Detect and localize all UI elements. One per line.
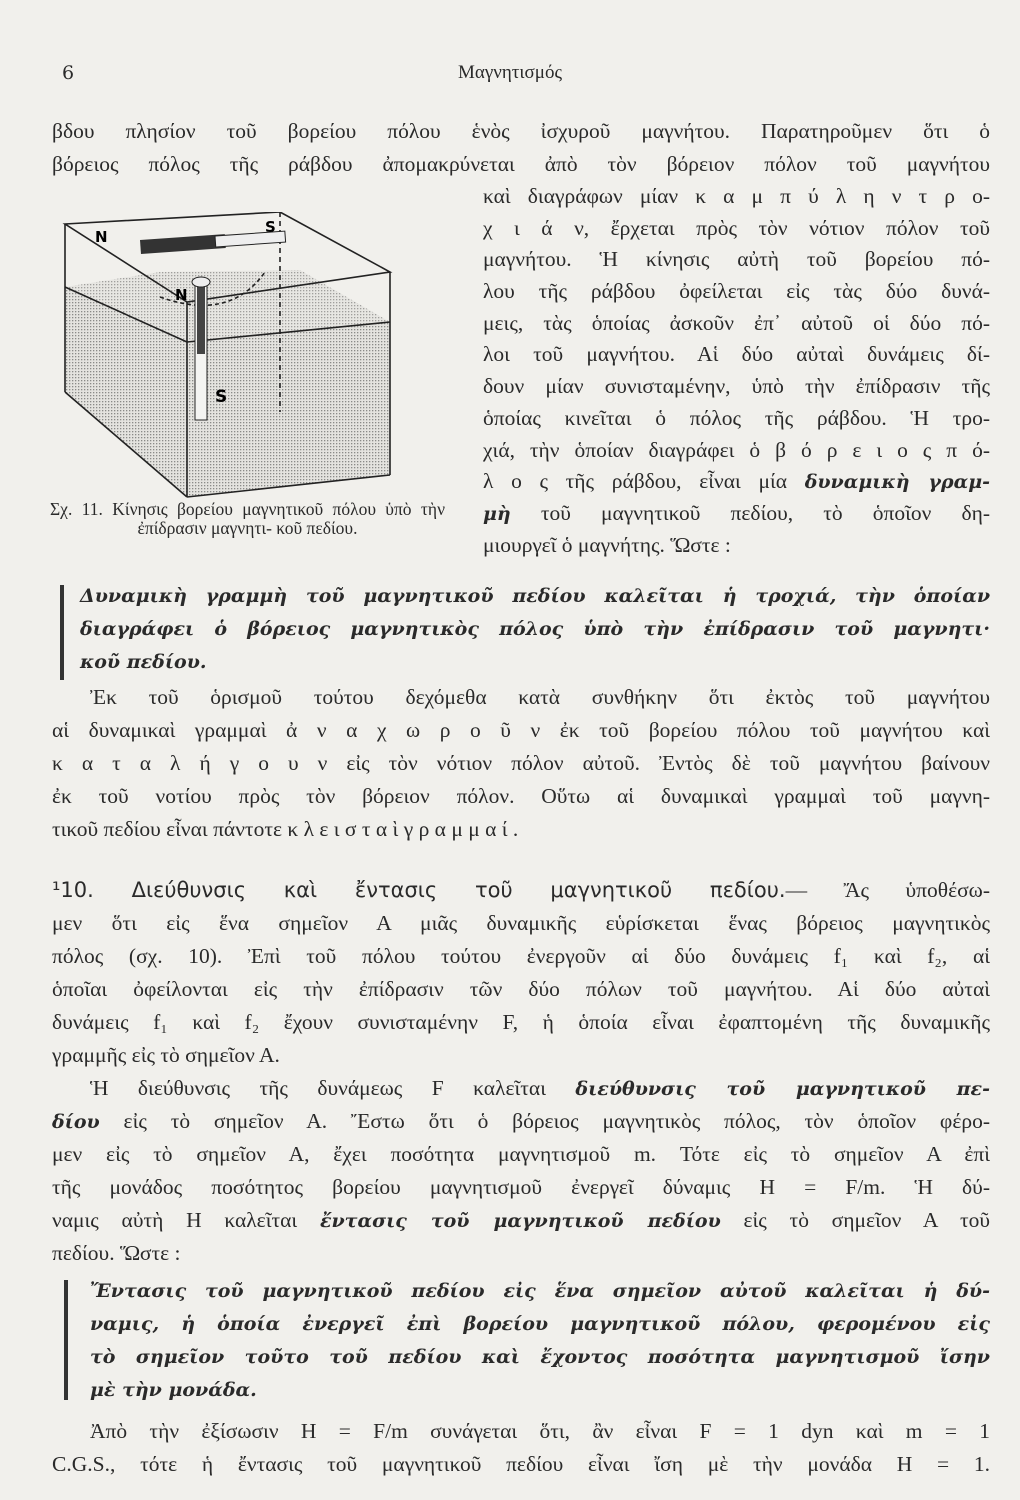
emphasis-text: διεύθυνσις τοῦ μαγνητικοῦ πε- (575, 1078, 990, 1100)
text-segment: εἰς τὸ σημεῖον Α τοῦ (720, 1208, 990, 1232)
text-line (483, 276, 990, 308)
text-line (52, 1415, 990, 1448)
text-line (52, 874, 990, 907)
text-line (483, 435, 990, 467)
running-title: Μαγνητισμός (458, 62, 562, 83)
text-line (483, 466, 990, 498)
text-segment: Ἐκ τοῦ ὁρισμοῦ τούτου δεχόμεθα κατὰ συνθήκην ὅτι ἐκτὸς τοῦ μαγνήτου (90, 685, 990, 709)
text-segment: ναμις αὐτὴ Η καλεῖται (52, 1208, 320, 1232)
text-segment: βόρειος πόλος τῆς ράβδου ἀπομακρύνεται ἀπὸ τὸν βόρειον πόλον τοῦ μαγνήτου (52, 152, 990, 176)
definition-field-intensity (90, 1274, 990, 1406)
text-segment: μεις, τὰς ὁποίας ἀσκοῦν ἐπ᾽ αὐτοῦ οἱ δύο πό- (483, 310, 990, 335)
rod-north-label: N (175, 286, 188, 304)
text-line (52, 1072, 990, 1105)
rod-south-label: S (215, 387, 228, 407)
paragraph-field-lines (52, 681, 990, 846)
text-line (80, 612, 990, 645)
text-line (483, 530, 990, 562)
definition-bar (64, 1280, 68, 1400)
emphasis-text: κοῦ πεδίου. (80, 651, 207, 673)
text-line (52, 1006, 990, 1039)
text-line (483, 339, 990, 371)
text-line (52, 1237, 990, 1270)
text-segment: μιουργεῖ ὁ μαγνήτης. Ὥστε : (483, 532, 731, 557)
emphasis-text: δίου (52, 1111, 100, 1133)
text-segment: χ ι ά ν, ἔρχεται πρὸς τὸν νότιον πόλον τοῦ (483, 215, 990, 240)
text-segment: βδου πλησίον τοῦ βορείου πόλου ἑνὸς ἰσχυροῦ μαγνήτου. Παρατηροῦμεν ὅτι ὁ (52, 119, 990, 143)
text-segment: τικοῦ πεδίου εἶναι πάντοτε κ λ ε ι σ τ α ὶ γ ρ α μ μ α ί . (52, 817, 519, 841)
section-heading: ¹10. Διεύθυνσις καὶ ἔντασις τοῦ μαγνητικοῦ πεδίου. (52, 878, 786, 902)
text-line (52, 115, 990, 148)
text-line (52, 973, 990, 1006)
text-segment: αἱ δυναμικαὶ γραμμαὶ ἀ ν α χ ω ρ ο ῦ ν ἐκ τοῦ βορείου πόλου τοῦ μαγνήτου καὶ (52, 718, 990, 742)
definition-bar (60, 585, 64, 680)
emphasis-text: Δυναμικὴ γραμμὴ τοῦ μαγνητικοῦ πεδίου καλεῖται ἡ τροχιά, τὴν ὁποίαν (80, 585, 990, 607)
text-line (52, 714, 990, 747)
emphasis-text: τὸ σημεῖον τοῦτο τοῦ πεδίου καὶ ἔχοντος ποσότητα μαγνητισμοῦ ἴσην (90, 1346, 990, 1368)
text-segment: μαγνήτου. Ἡ κίνησις αὐτὴ τοῦ βορείου πό- (483, 247, 990, 272)
emphasis-text: ναμις, ἡ ὁποία ἐνεργεῖ ἐπὶ βορείου μαγνητικοῦ πόλου, φερομένου εἰς (90, 1313, 990, 1335)
text-segment: ἐκ τοῦ νοτίου πρὸς τὸν βόρειον πόλον. Οὕτω αἱ δυναμικαὶ γραμμαὶ τοῦ μαγνη- (52, 784, 990, 808)
text-line (52, 907, 990, 940)
text-line (52, 813, 990, 846)
emphasis-text: διαγράφει ὁ βόρειος μαγνητικὸς πόλος ὑπὸ τὴν ἐπίδρασιν τοῦ μαγνητι· (80, 618, 990, 640)
text-segment: χιά, τὴν ὁποίαν διαγράφει ὁ β ό ρ ε ι ο ς π ό- (483, 437, 990, 462)
text-segment: λ ο ς τῆς ράβδου, εἶναι μία (483, 469, 805, 494)
text-segment: τοῦ μαγνητικοῦ πεδίου, τὸ ὁποῖον δη- (510, 500, 990, 525)
text-line (483, 181, 990, 213)
text-segment: μεν εἰς τὸ σημεῖον Α, ἔχει ποσότητα μαγνητισμοῦ m. Τότε εἰς τὸ σημεῖον Α ἐπὶ (52, 1142, 990, 1166)
text-line (52, 780, 990, 813)
section-10 (52, 874, 990, 1270)
text-segment: τῆς μονάδος ποσότητος βορείου μαγνητισμοῦ ἐνεργεῖ δύναμις H = F/m. Ἡ δύ- (52, 1175, 990, 1199)
paragraph-equation (52, 1415, 990, 1481)
text-top (52, 115, 990, 181)
text-line (90, 1307, 990, 1340)
text-line (52, 681, 990, 714)
text-line (52, 1138, 990, 1171)
text-segment: C.G.S., τότε ἡ ἔντασις τοῦ μαγνητικοῦ πεδίου εἶναι ἴση μὲ τὴν μονάδα H = 1. (52, 1452, 990, 1476)
text-line (52, 148, 990, 181)
text-line (52, 1204, 990, 1237)
text-line (483, 498, 990, 530)
text-segment: μεν ὅτι εἰς ἕνα σημεῖον Α μιᾶς δυναμικῆς εὑρίσκεται ἕνας βόρειος μαγνητικὸς (52, 911, 990, 935)
text-segment: λου τῆς ράβδου ὀφείλεται εἰς τὰς δύο δυνά- (483, 279, 990, 304)
figure-magnet-tank (60, 212, 445, 502)
text-line (52, 1448, 990, 1481)
emphasis-text: Ἔντασις τοῦ μαγνητικοῦ πεδίου εἰς ἕνα σημεῖον αὐτοῦ καλεῖται ἡ δύ- (90, 1280, 990, 1302)
text-line (483, 371, 990, 403)
text-segment: ὁποίας κινεῖται ὁ πόλος τῆς ράβδου. Ἡ τρο- (483, 405, 990, 430)
magnet-south-label: S (265, 218, 276, 236)
emphasis-text: δυναμικὴ γραμ- (804, 471, 990, 494)
text-line (90, 1274, 990, 1307)
emphasis-text: μὴ (483, 502, 511, 525)
text-line (80, 579, 990, 612)
text-line (52, 1171, 990, 1204)
text-line (483, 213, 990, 245)
text-segment: καὶ διαγράφων μίαν κ α μ π ύ λ η ν τ ρ ο- (483, 184, 990, 208)
text-segment: κ α τ α λ ή γ ο υ ν εἰς τὸν νότιον πόλον αὐτοῦ. Ἐντὸς δὲ τοῦ μαγνήτου βαίνουν (52, 751, 990, 775)
definition-field-line (80, 579, 990, 678)
emphasis-text: μὲ τὴν μονάδα. (90, 1379, 257, 1401)
text-right-column (483, 181, 990, 561)
figure-caption: Σχ. 11. Κίνησις βορείου μαγνητικοῦ πόλου ὑπὸ τὴν ἐπίδρασιν μαγνητι- κοῦ πεδίου. (50, 499, 445, 538)
text-line (80, 645, 990, 678)
text-segment: εἰς τὸ σημεῖον Α. Ἔστω ὅτι ὁ βόρειος μαγνητικὸς πόλος, τὸν ὁποῖον φέρο- (99, 1109, 990, 1133)
magnet-north-label: N (95, 228, 108, 246)
text-line (52, 1105, 990, 1138)
text-segment: — Ἄς ὑποθέσω- (785, 878, 990, 902)
text-segment: πεδίου. Ὥστε : (52, 1241, 181, 1265)
text-line (52, 1039, 990, 1072)
text-segment: λοι τοῦ μαγνήτου. Αἱ δύο αὐταὶ δυνάμεις δί- (483, 342, 990, 367)
page-number: 6 (62, 62, 75, 84)
text-segment: γραμμῆς εἰς τὸ σημεῖον Α. (52, 1043, 280, 1067)
text-segment: Ἡ διεύθυνσις τῆς δυνάμεως F καλεῖται (90, 1076, 576, 1100)
text-segment: πόλος (σχ. 10). Ἐπὶ τοῦ πόλου τούτου ἐνεργοῦν αἱ δύο δυνάμεις f₁ καὶ f₂, αἱ (52, 944, 990, 968)
emphasis-text: ἔντασις τοῦ μαγνητικοῦ πεδίου (319, 1210, 721, 1232)
text-line (52, 747, 990, 780)
text-line (52, 940, 990, 973)
text-segment: δυνάμεις f₁ καὶ f₂ ἔχουν συνισταμένην F, ἡ ὁποία εἶναι ἐφαπτομένη τῆς δυναμικῆς (52, 1010, 990, 1034)
text-line (90, 1340, 990, 1373)
text-line (483, 244, 990, 276)
text-segment: δουν μίαν συνισταμένην, ὑπὸ τὴν ἐπίδρασιν τῆς (483, 374, 990, 399)
text-line (90, 1373, 990, 1406)
text-line (483, 403, 990, 435)
text-segment: ὁποῖαι ὀφείλονται εἰς τὴν ἐπίδρασιν τῶν δύο πόλων τοῦ μαγνήτου. Αἱ δύο αὐταὶ (52, 977, 990, 1001)
text-segment: Ἀπὸ τὴν ἐξίσωσιν H = F/m συνάγεται ὅτι, ἂν εἶναι F = 1 dyn καὶ m = 1 (90, 1419, 990, 1443)
text-line (483, 308, 990, 340)
